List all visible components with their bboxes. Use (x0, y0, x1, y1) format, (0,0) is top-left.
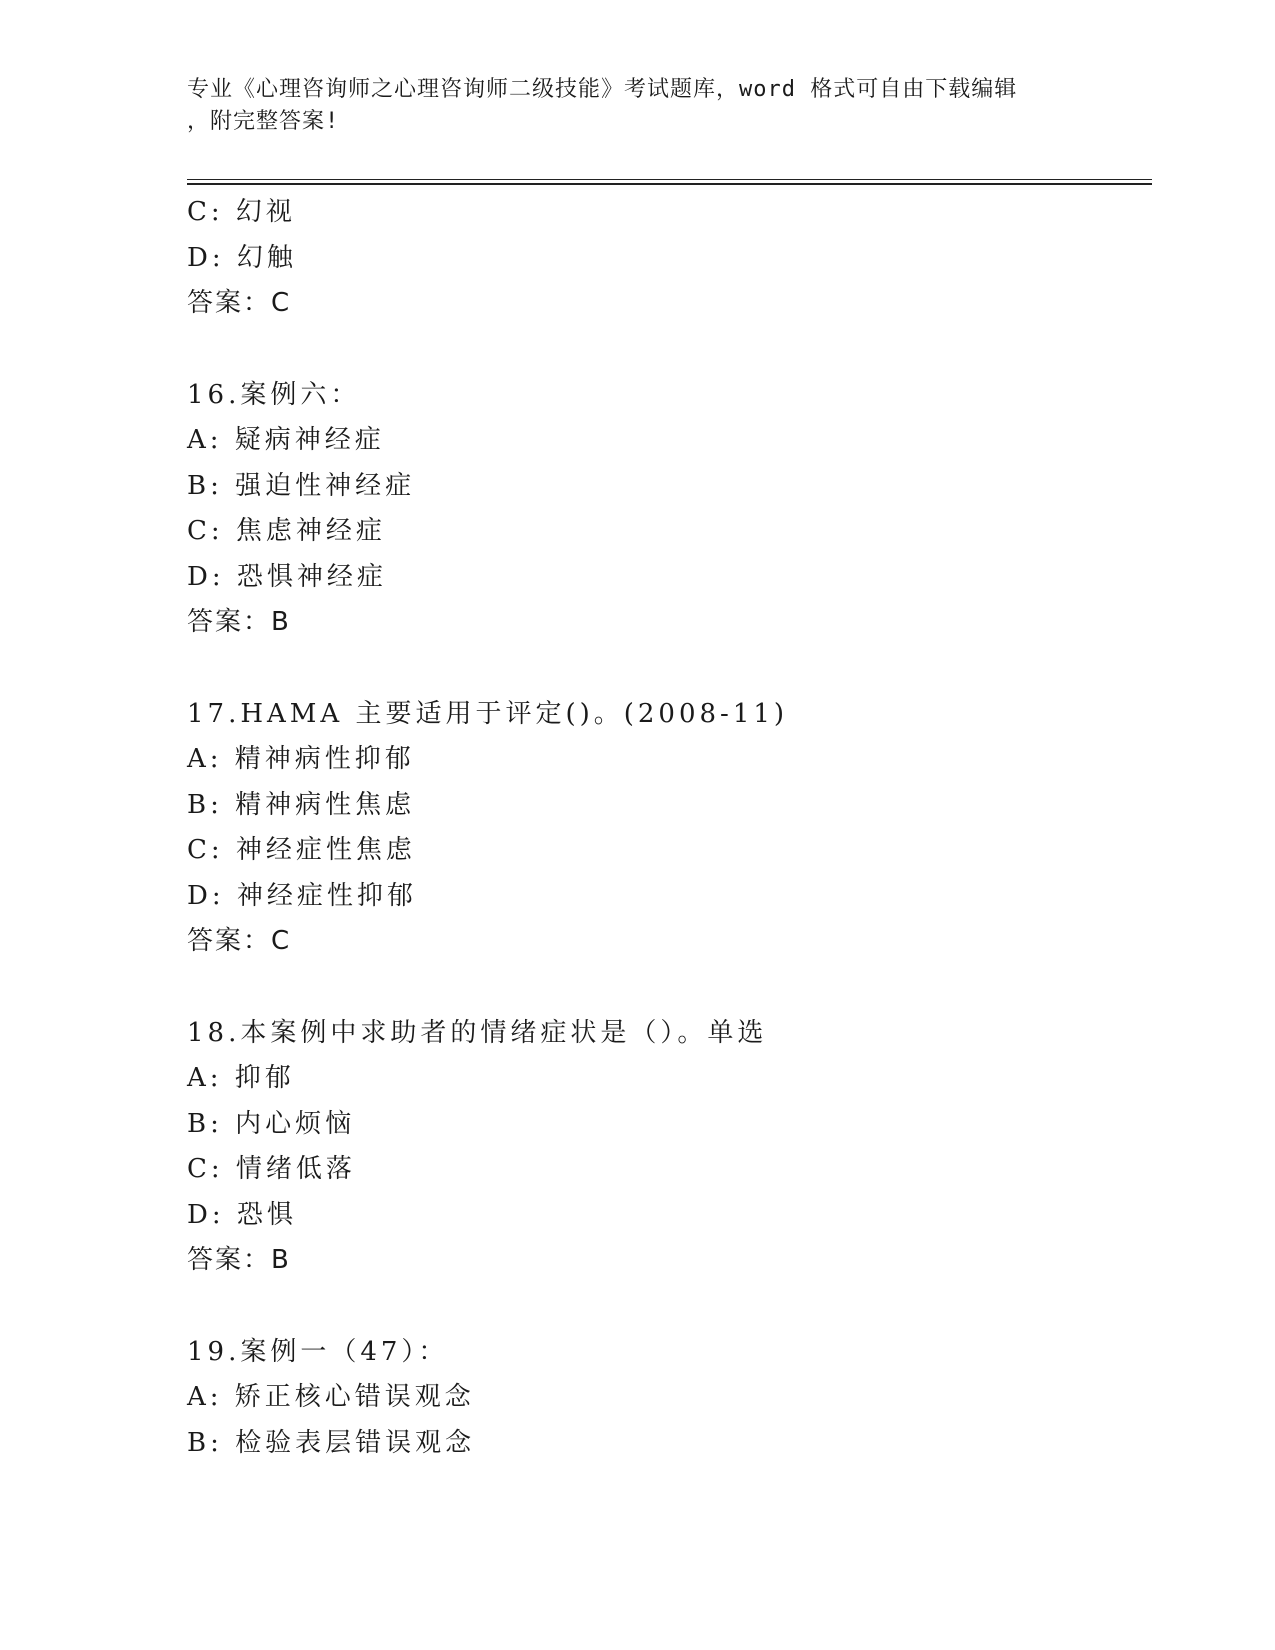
option-b: B: 精神病性焦虑 (187, 789, 416, 820)
header-line-2: ，附完整答案! (187, 109, 340, 134)
option-c: C: 情绪低落 (187, 1154, 356, 1184)
question-18 (187, 1011, 1147, 1284)
question-title: 19.案例一（47）： (187, 1336, 449, 1367)
question-title: 17.HAMA 主要适用于评定()。(2008-11) (187, 698, 789, 729)
option-c: C: 神经症性焦虑 (187, 835, 416, 865)
option-d: D: 恐惧神经症 (187, 561, 387, 592)
option-a: A: 抑郁 (187, 1063, 295, 1093)
question-17 (187, 692, 1147, 965)
question-title: 18.本案例中求助者的情绪症状是（）。单选 (187, 1017, 768, 1048)
option-a: A: 疑病神经症 (187, 425, 385, 455)
option-a: A: 矫正核心错误观念 (187, 1382, 475, 1412)
answer-line: 答案：C (187, 926, 292, 956)
answer-line: 答案：C (187, 288, 292, 318)
option-b: B: 强迫性神经症 (187, 470, 416, 501)
option-b: B: 检验表层错误观念 (187, 1427, 476, 1458)
question-16 (187, 373, 1147, 646)
question-19 (187, 1330, 1147, 1467)
answer-line: 答案：B (187, 607, 291, 637)
option-d: D: 幻触 (187, 242, 297, 273)
header-rule-thin (187, 179, 1152, 180)
previous-question-tail (187, 190, 1147, 327)
option-d: D: 恐惧 (187, 1199, 297, 1230)
option-a: A: 精神病性抑郁 (187, 744, 415, 774)
question-list (187, 190, 1147, 1466)
option-b: B: 内心烦恼 (187, 1108, 356, 1139)
header-line-1: 专业《心理咨询师之心理咨询师二级技能》考试题库，word 格式可自由下载编辑 (187, 77, 1018, 102)
header-rule-thick (187, 183, 1152, 185)
option-d: D: 神经症性抑郁 (187, 880, 417, 911)
option-c: C: 焦虑神经症 (187, 516, 386, 546)
answer-line: 答案：B (187, 1245, 291, 1275)
question-title: 16.案例六： (187, 379, 361, 410)
option-c: C: 幻视 (187, 197, 296, 227)
document-header (187, 74, 1087, 138)
